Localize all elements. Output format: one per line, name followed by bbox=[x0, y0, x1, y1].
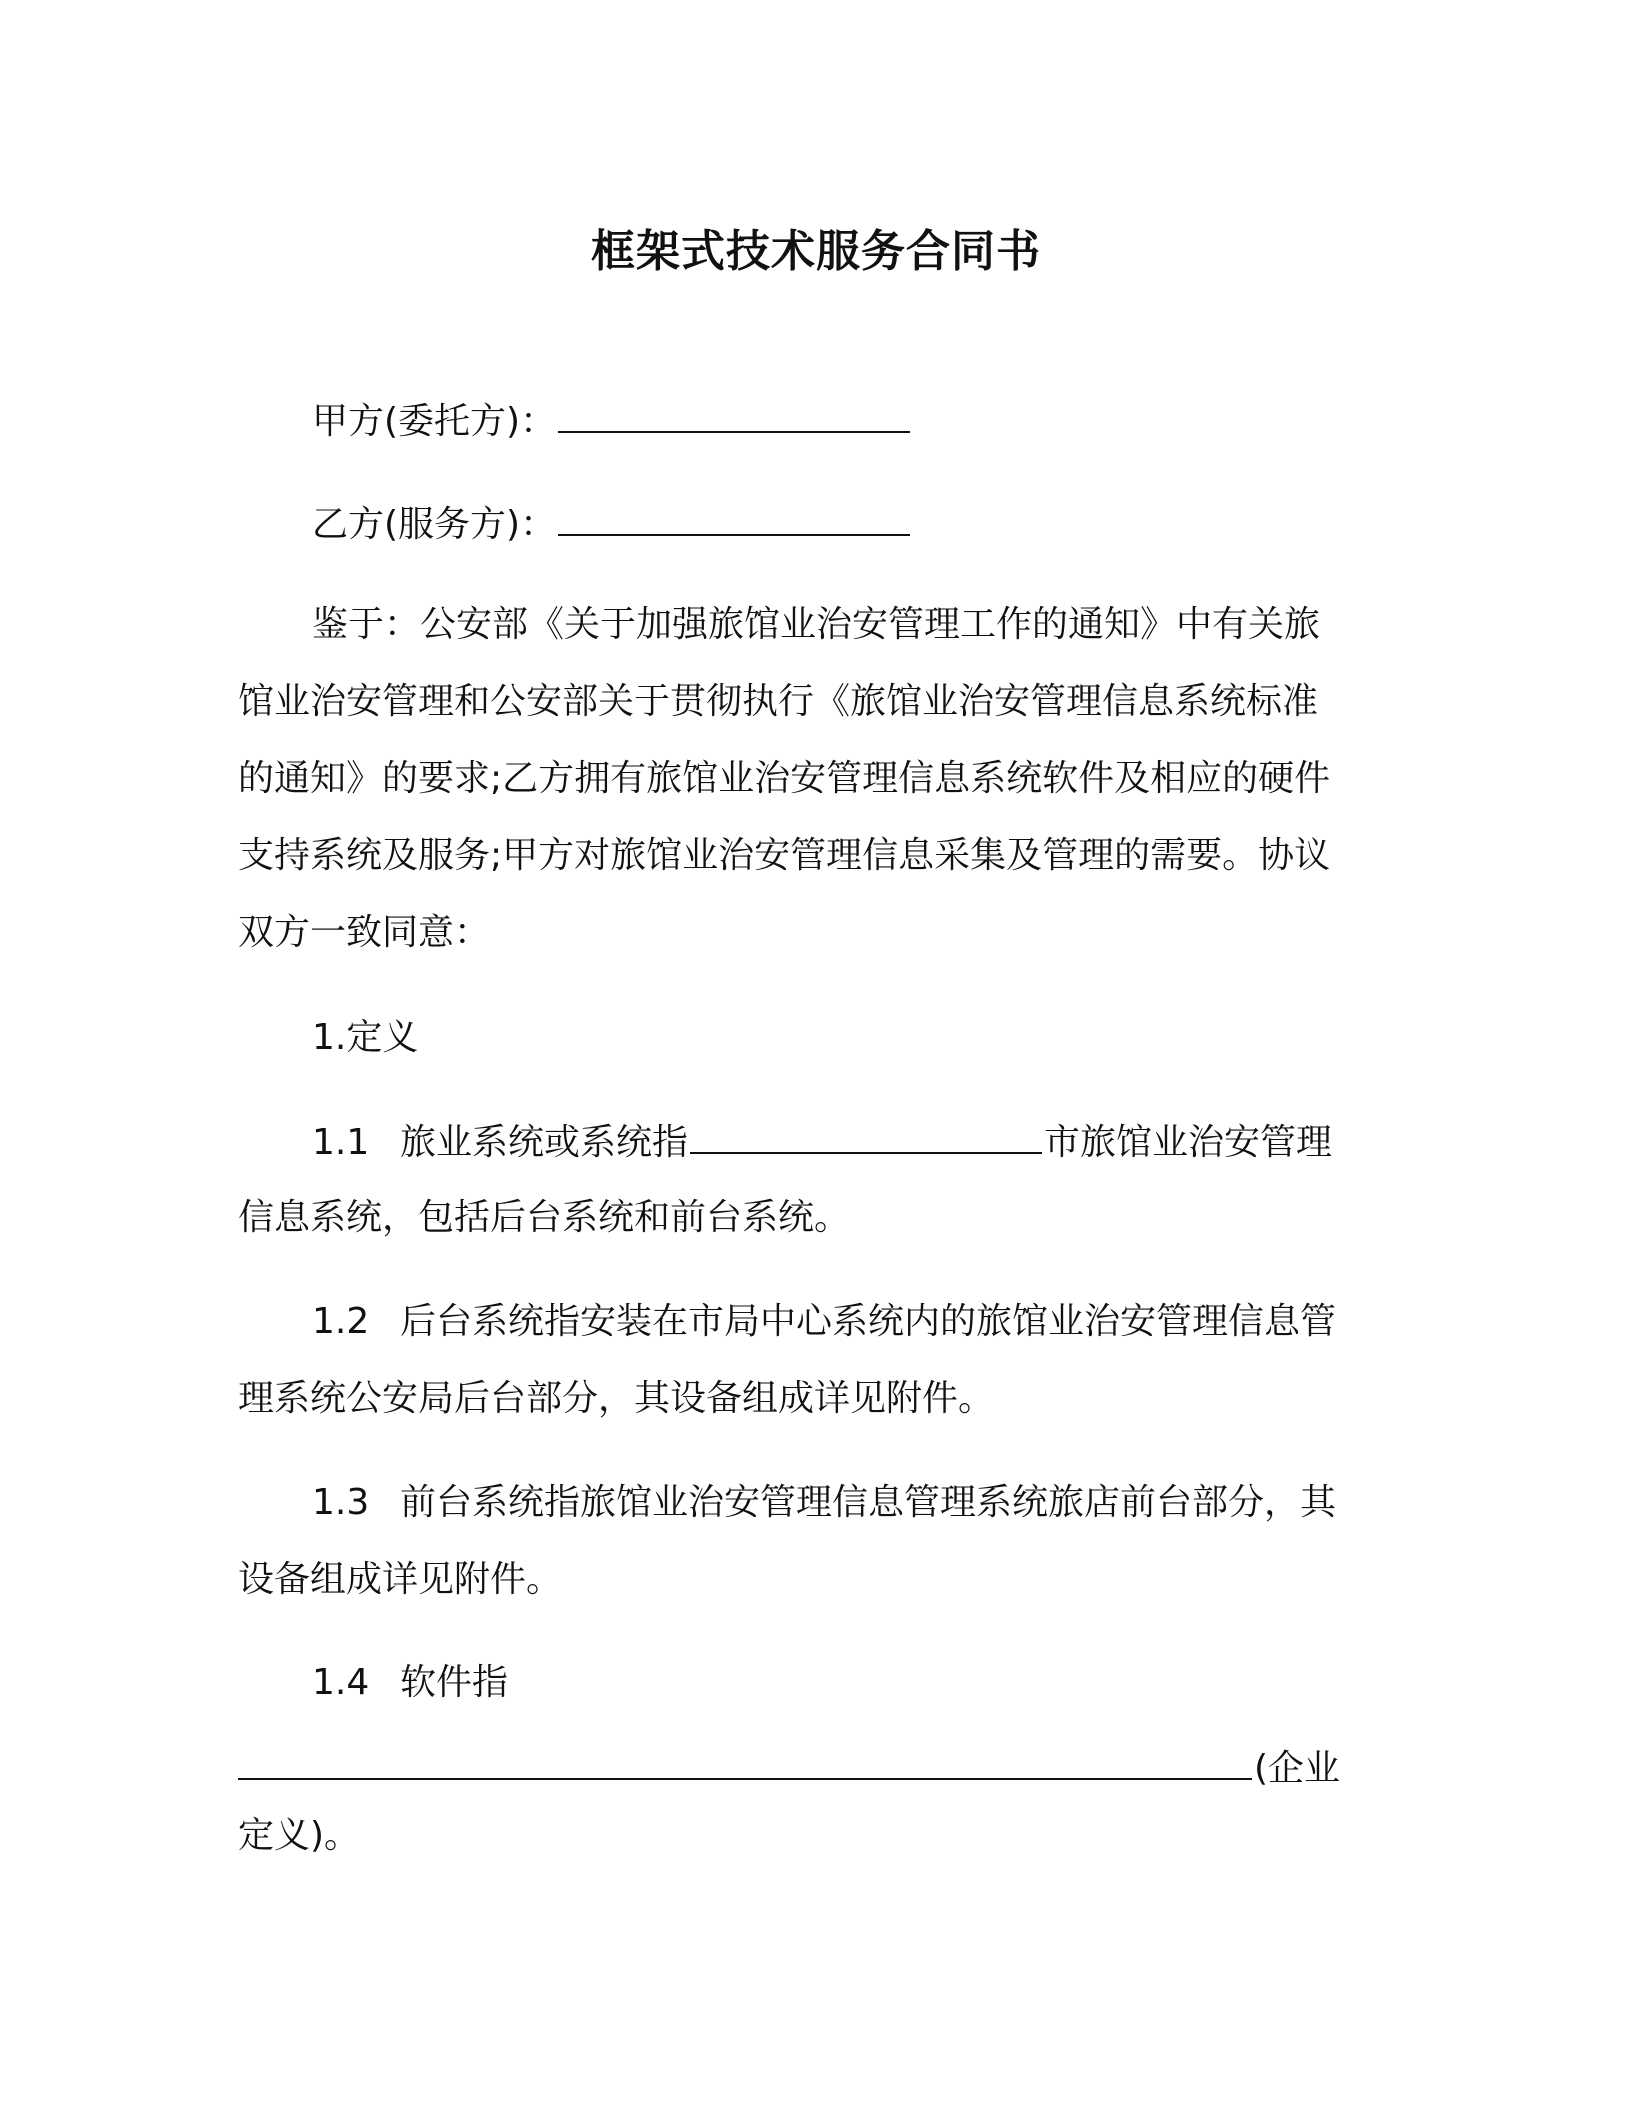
clause-1-4-text: 软件指 bbox=[400, 1662, 509, 1703]
clause-1-3-text: 前台系统指旅馆业治安管理信息管理系统旅店前台部分，其 bbox=[400, 1482, 1337, 1523]
recital-line-5: 双方一致同意： bbox=[238, 912, 491, 953]
clause-1-3 bbox=[312, 1478, 1336, 1528]
recital-line-4: 支持系统及服务;甲方对旅馆业治安管理信息采集及管理的需要。协议 bbox=[238, 835, 1331, 876]
clause-1-1-text-after: 市旅馆业治安管理 bbox=[1044, 1122, 1333, 1163]
city-blank bbox=[690, 1116, 1042, 1154]
clause-1-1-continuation: 信息系统，包括后台系统和前台系统。 bbox=[238, 1197, 851, 1238]
clause-1-1 bbox=[312, 1116, 1332, 1168]
clause-1-3-continuation: 设备组成详见附件。 bbox=[238, 1559, 563, 1600]
recital-line-1: 鉴于：公安部《关于加强旅馆业治安管理工作的通知》中有关旅 bbox=[312, 604, 1321, 645]
software-blank bbox=[238, 1742, 1252, 1780]
party-a-line bbox=[312, 395, 912, 447]
clause-1-3-number: 1.3 bbox=[312, 1482, 370, 1523]
clause-1-1-number: 1.1 bbox=[312, 1122, 370, 1163]
document-title: 框架式技术服务合同书 bbox=[591, 226, 1041, 277]
section-1-heading: 1.定义 bbox=[312, 1017, 419, 1058]
clause-1-2-text: 后台系统指安装在市局中心系统内的旅馆业治安管理信息管 bbox=[400, 1301, 1337, 1342]
party-a-label: 甲方(委托方)： bbox=[312, 401, 557, 442]
clause-1-4 bbox=[312, 1658, 508, 1708]
clause-1-2-continuation: 理系统公安局后台部分，其设备组成详见附件。 bbox=[238, 1378, 995, 1419]
clause-1-1-text: 旅业系统或系统指 bbox=[400, 1122, 689, 1163]
clause-1-4-continuation: 定义)。 bbox=[238, 1815, 361, 1856]
party-b-line bbox=[312, 498, 912, 550]
party-b-label: 乙方(服务方)： bbox=[312, 504, 557, 545]
clause-1-4-blank-line bbox=[238, 1742, 1340, 1794]
clause-1-2-number: 1.2 bbox=[312, 1301, 370, 1342]
recital-line-2: 馆业治安管理和公安部关于贯彻执行《旅馆业治安管理信息系统标准 bbox=[238, 681, 1319, 722]
recital-line-3: 的通知》的要求;乙方拥有旅馆业治安管理信息系统软件及相应的硬件 bbox=[238, 758, 1331, 799]
clause-1-4-number: 1.4 bbox=[312, 1662, 370, 1703]
clause-1-2 bbox=[312, 1297, 1336, 1347]
clause-1-4-after-blank: (企业 bbox=[1254, 1748, 1341, 1789]
party-a-blank bbox=[558, 395, 910, 433]
party-b-blank bbox=[558, 498, 910, 536]
